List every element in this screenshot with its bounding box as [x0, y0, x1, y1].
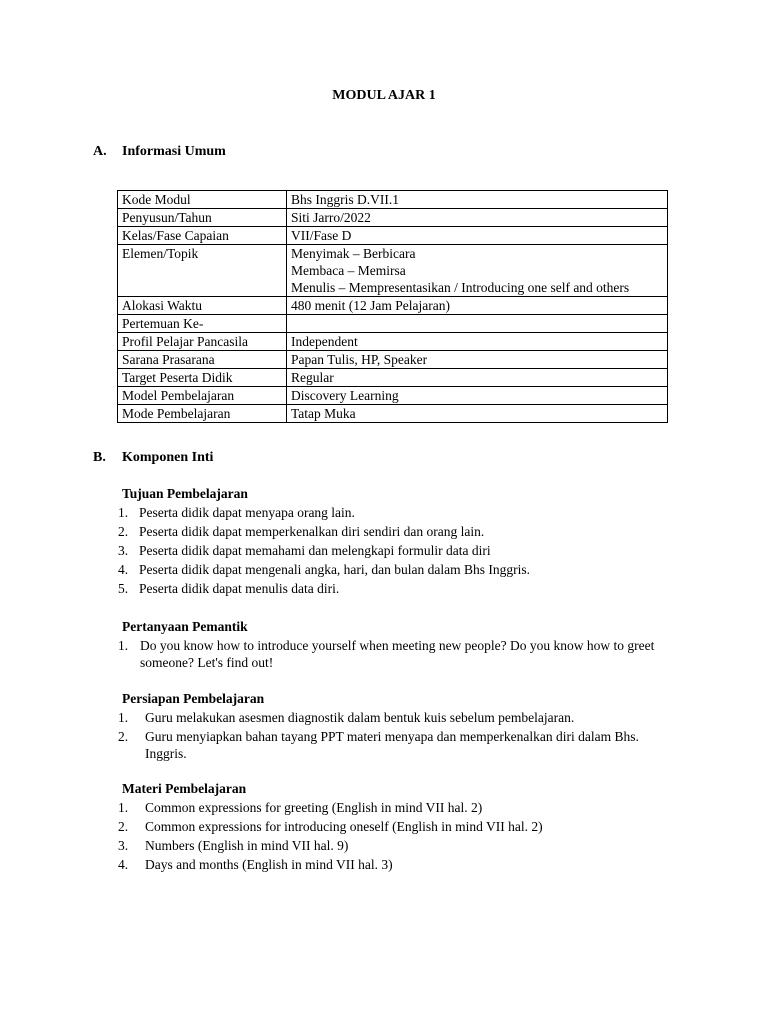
section-b-heading — [93, 450, 213, 466]
list-item-text: Peserta didik dapat menulis data diri. — [139, 581, 340, 596]
list-item-text: Days and months (English in mind VII hal. 3) — [145, 857, 393, 872]
info-value-line — [291, 315, 663, 332]
list-item — [118, 855, 678, 874]
info-value-line: Bhs Inggris D.VII.1 — [291, 192, 399, 207]
info-value — [287, 315, 668, 333]
info-value — [287, 387, 668, 405]
info-value — [287, 297, 668, 315]
list-item-text: Peserta didik dapat mengenali angka, hari, dan bulan dalam Bhs Inggris. — [139, 562, 531, 577]
materi-list — [118, 798, 678, 874]
list-item-number: 4. — [118, 562, 129, 577]
info-value — [287, 245, 668, 297]
list-item-text: Do you know how to introduce yourself when meeting new people? Do you know how to greet someone? Let's find out! — [140, 638, 655, 670]
section-a-letter: A. — [93, 144, 107, 159]
info-row — [118, 209, 668, 227]
info-value-line: Siti Jarro/2022 — [291, 210, 371, 225]
info-value-line: Independent — [291, 334, 358, 349]
info-value-line: Papan Tulis, HP, Speaker — [291, 352, 428, 367]
list-item — [118, 708, 678, 727]
list-item-number: 1. — [118, 800, 129, 815]
list-item-number: 3. — [118, 838, 129, 853]
pemantik-list — [118, 636, 678, 671]
tujuan-list — [118, 503, 678, 598]
list-item — [118, 522, 678, 541]
list-item-number: 5. — [118, 581, 129, 596]
info-key: Model Pembelajaran — [118, 387, 287, 405]
list-item — [118, 798, 678, 817]
info-row — [118, 227, 668, 245]
section-b-letter: B. — [93, 450, 106, 465]
info-value — [287, 191, 668, 209]
persiapan-list — [118, 708, 678, 762]
section-a-heading — [93, 144, 226, 160]
info-key: Pertemuan Ke- — [118, 315, 287, 333]
info-row — [118, 351, 668, 369]
info-row — [118, 315, 668, 333]
list-item — [118, 636, 678, 671]
list-item-text: Peserta didik dapat memperkenalkan diri sendiri dan orang lain. — [139, 524, 485, 539]
list-item-number: 1. — [118, 505, 129, 520]
info-value — [287, 369, 668, 387]
list-item-number: 2. — [118, 819, 129, 834]
list-item-text: Guru menyiapkan bahan tayang PPT materi menyapa dan memperkenalkan diri dalam Bhs. Inggris. — [145, 729, 639, 761]
info-row — [118, 191, 668, 209]
list-item-text: Guru melakukan asesmen diagnostik dalam bentuk kuis sebelum pembelajaran. — [145, 710, 575, 725]
pemantik-heading: Pertanyaan Pemantik — [122, 619, 248, 634]
info-value — [287, 209, 668, 227]
info-key: Kelas/Fase Capaian — [118, 227, 287, 245]
info-key: Profil Pelajar Pancasila — [118, 333, 287, 351]
info-value-line: Tatap Muka — [291, 406, 356, 421]
list-item — [118, 560, 678, 579]
info-key: Penyusun/Tahun — [118, 209, 287, 227]
info-key: Kode Modul — [118, 191, 287, 209]
info-row — [118, 333, 668, 351]
list-item-text: Peserta didik dapat menyapa orang lain. — [139, 505, 355, 520]
list-item-number: 1. — [118, 710, 129, 725]
info-row — [118, 405, 668, 423]
info-value-line: 480 menit (12 Jam Pelajaran) — [291, 298, 450, 313]
info-value — [287, 351, 668, 369]
info-key: Mode Pembelajaran — [118, 405, 287, 423]
info-table — [117, 190, 668, 423]
info-key: Alokasi Waktu — [118, 297, 287, 315]
info-value-line: Discovery Learning — [291, 388, 399, 403]
list-item-number: 4. — [118, 857, 129, 872]
list-item — [118, 579, 678, 598]
info-value-line: Menyimak – Berbicara — [291, 246, 416, 261]
info-value-line: Regular — [291, 370, 334, 385]
info-value — [287, 227, 668, 245]
list-item-text: Common expressions for greeting (English in mind VII hal. 2) — [145, 800, 483, 815]
info-value — [287, 405, 668, 423]
list-item — [118, 836, 678, 855]
info-key: Elemen/Topik — [118, 245, 287, 297]
list-item-text: Peserta didik dapat memahami dan melengkapi formulir data diri — [139, 543, 491, 558]
info-key: Target Peserta Didik — [118, 369, 287, 387]
section-b-title: Komponen Inti — [122, 450, 214, 465]
list-item-number: 2. — [118, 524, 129, 539]
info-value-line: VII/Fase D — [291, 228, 352, 243]
list-item-number: 2. — [118, 729, 129, 744]
info-row — [118, 245, 668, 297]
list-item — [118, 727, 678, 762]
tujuan-heading: Tujuan Pembelajaran — [122, 486, 248, 501]
list-item-text: Common expressions for introducing oneself (English in mind VII hal. 2) — [145, 819, 543, 834]
info-row — [118, 387, 668, 405]
info-key: Sarana Prasarana — [118, 351, 287, 369]
list-item-text: Numbers (English in mind VII hal. 9) — [145, 838, 349, 853]
info-value-line: Membaca – Memirsa — [291, 263, 406, 278]
list-item-number: 1. — [118, 638, 129, 653]
info-value-line: Menulis – Mempresentasikan / Introducing one self and others — [291, 280, 630, 295]
info-row — [118, 297, 668, 315]
persiapan-heading: Persiapan Pembelajaran — [122, 691, 265, 706]
section-a-title: Informasi Umum — [122, 144, 226, 159]
page-title: MODUL AJAR 1 — [332, 88, 436, 103]
list-item — [118, 503, 678, 522]
materi-heading: Materi Pembelajaran — [122, 781, 247, 796]
list-item — [118, 541, 678, 560]
info-row — [118, 369, 668, 387]
info-value — [287, 333, 668, 351]
list-item — [118, 817, 678, 836]
list-item-number: 3. — [118, 543, 129, 558]
